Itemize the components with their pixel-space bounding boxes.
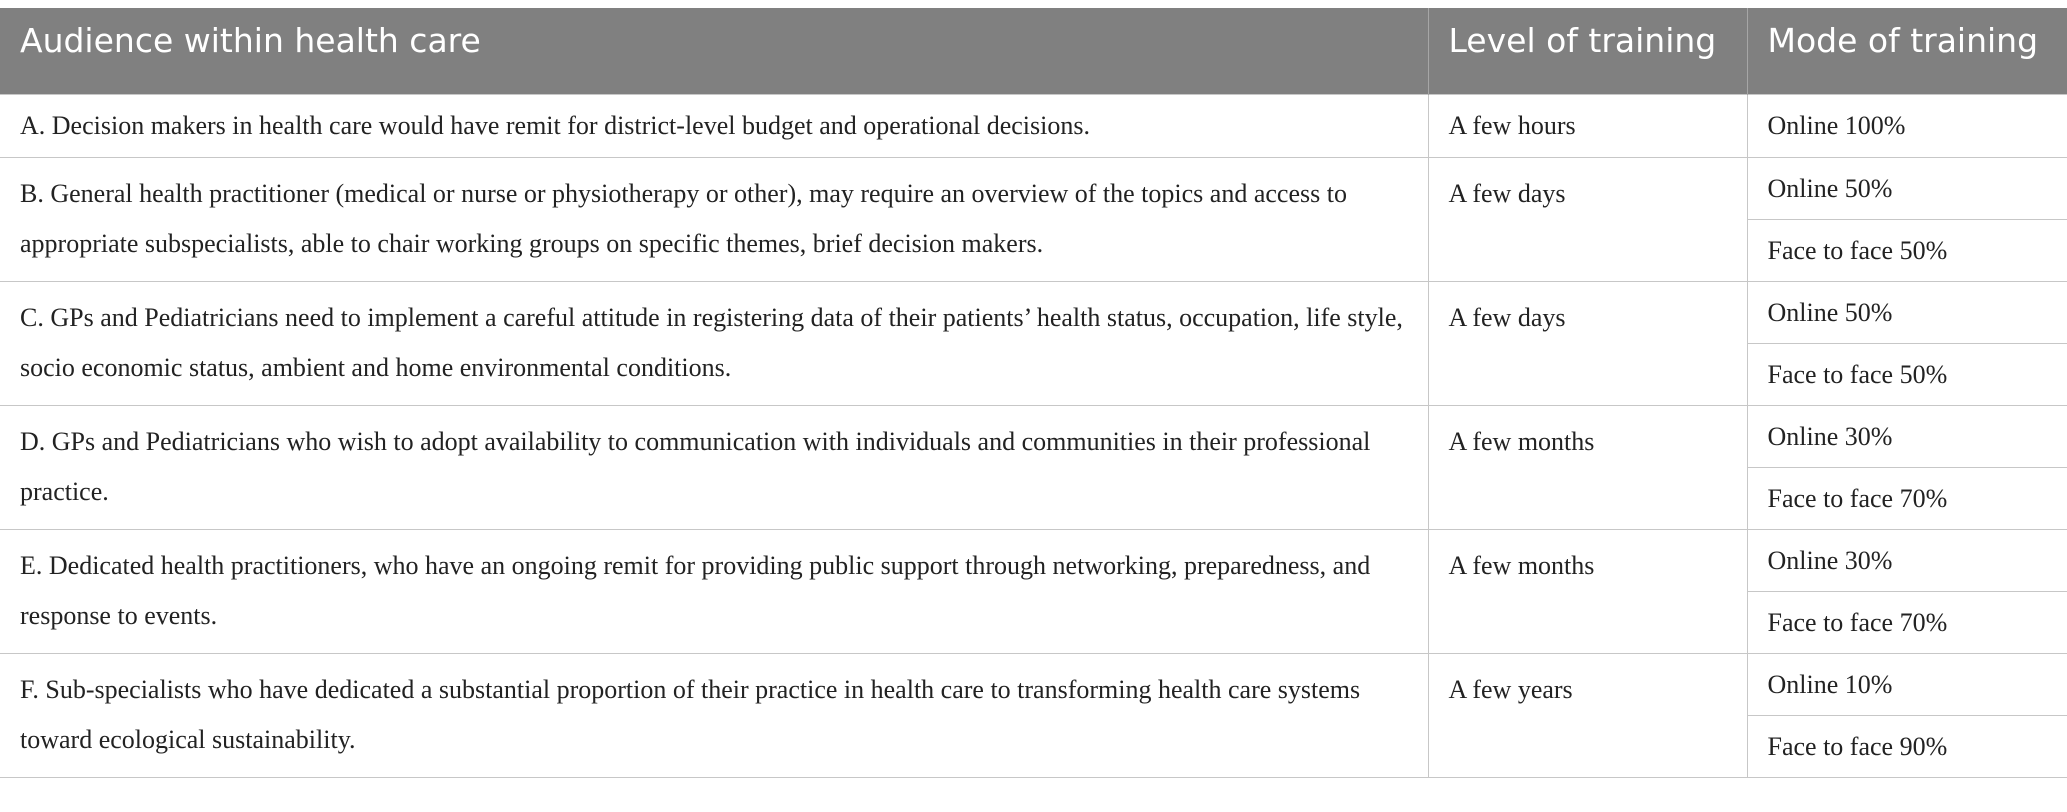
mode-cell-online: Online 50% [1747, 157, 2067, 219]
table-row [0, 94, 2067, 157]
mode-cell-online: Online 30% [1747, 529, 2067, 591]
table-body [0, 94, 2067, 777]
mode-cell: Online 100% [1747, 94, 2067, 157]
mode-cell-face-to-face: Face to face 70% [1747, 591, 2067, 653]
table-row [0, 405, 2067, 467]
mode-cell-face-to-face: Face to face 50% [1747, 219, 2067, 281]
audience-cell: B. General health practitioner (medical or nurse or physiotherapy or other), may require an overview of the topics and access to appropriate subspecialists, able to chair working groups on specific themes, brief decision makers. [0, 157, 1428, 281]
table-row [0, 529, 2067, 591]
header-audience: Audience within health care [0, 8, 1428, 94]
mode-cell-online: Online 30% [1747, 405, 2067, 467]
level-cell: A few hours [1428, 94, 1747, 157]
level-cell: A few months [1428, 405, 1747, 529]
table-row [0, 281, 2067, 343]
level-cell: A few years [1428, 653, 1747, 777]
level-cell: A few days [1428, 281, 1747, 405]
mode-cell-face-to-face: Face to face 90% [1747, 715, 2067, 777]
header-row [0, 8, 2067, 94]
header-mode: Mode of training [1747, 8, 2067, 94]
table-row [0, 653, 2067, 715]
mode-cell-face-to-face: Face to face 50% [1747, 343, 2067, 405]
audience-cell: C. GPs and Pediatricians need to implement a careful attitude in registering data of their patients’ health status, occupation, life style, socio economic status, ambient and home environmental conditions. [0, 281, 1428, 405]
level-cell: A few months [1428, 529, 1747, 653]
table-row [0, 157, 2067, 219]
audience-cell: A. Decision makers in health care would have remit for district-level budget and operational decisions. [0, 94, 1428, 157]
table-header [0, 8, 2067, 94]
audience-cell: D. GPs and Pediatricians who wish to adopt availability to communication with individuals and communities in their professional practice. [0, 405, 1428, 529]
mode-cell-face-to-face: Face to face 70% [1747, 467, 2067, 529]
mode-cell-online: Online 10% [1747, 653, 2067, 715]
header-level: Level of training [1428, 8, 1747, 94]
audience-cell: E. Dedicated health practitioners, who have an ongoing remit for providing public support through networking, preparedness, and response to events. [0, 529, 1428, 653]
mode-cell-online: Online 50% [1747, 281, 2067, 343]
audience-cell: F. Sub-specialists who have dedicated a substantial proportion of their practice in health care to transforming health care systems toward ecological sustainability. [0, 653, 1428, 777]
level-cell: A few days [1428, 157, 1747, 281]
training-table [0, 8, 2067, 778]
